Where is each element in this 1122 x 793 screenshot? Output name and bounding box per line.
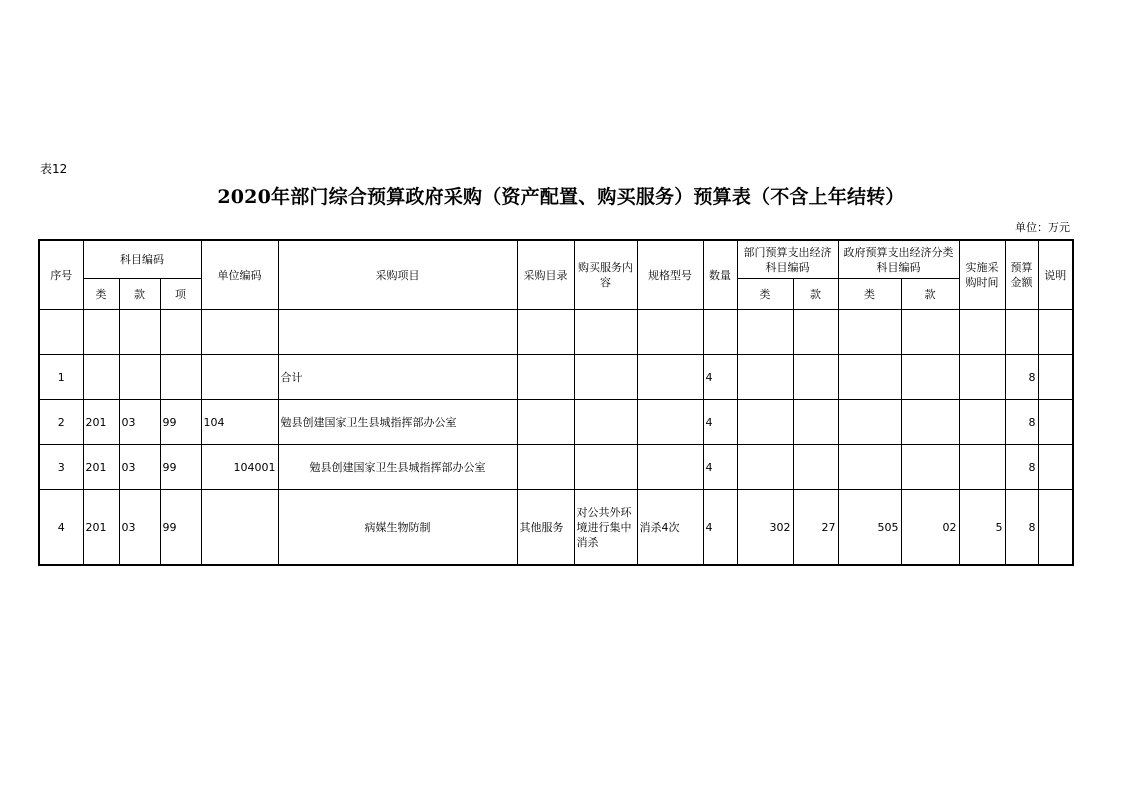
table-row xyxy=(39,490,1073,566)
cell-item: 合计 xyxy=(278,355,517,400)
cell-xiang: 99 xyxy=(160,400,201,445)
header-procurement-item: 采购项目 xyxy=(278,240,517,310)
cell-quantity: 4 xyxy=(703,490,737,566)
cell-catalog: 其他服务 xyxy=(517,490,574,566)
cell-amount: 8 xyxy=(1005,355,1038,400)
cell-service-content xyxy=(574,355,637,400)
cell-lei: 201 xyxy=(83,400,119,445)
cell-spec xyxy=(637,355,703,400)
cell-gov-lei xyxy=(838,355,901,400)
document-title: 2020年部门综合预算政府采购（资产配置、购买服务）预算表（不含上年结转） xyxy=(217,186,905,208)
cell-time: 5 xyxy=(959,490,1005,566)
cell-note xyxy=(1038,445,1073,490)
cell-dept-kuan: 27 xyxy=(793,490,838,566)
header-subject-kuan: 款 xyxy=(119,279,160,310)
cell-item: 病媒生物防制 xyxy=(278,490,517,566)
table-cell xyxy=(83,310,119,355)
cell-dept-kuan xyxy=(793,445,838,490)
table-cell xyxy=(838,310,901,355)
cell-item: 勉县创建国家卫生县城指挥部办公室 xyxy=(278,400,517,445)
cell-item: 勉县创建国家卫生县城指挥部办公室 xyxy=(278,445,517,490)
cell-service-content xyxy=(574,400,637,445)
table-row xyxy=(39,445,1073,490)
cell-kuan: 03 xyxy=(119,445,160,490)
header-row-1 xyxy=(39,240,1073,279)
table-row xyxy=(39,355,1073,400)
header-gov-lei: 类 xyxy=(838,279,901,310)
cell-spec xyxy=(637,445,703,490)
table-cell xyxy=(517,310,574,355)
table-row xyxy=(39,400,1073,445)
cell-gov-lei xyxy=(838,400,901,445)
cell-unit-code: 104001 xyxy=(201,445,278,490)
cell-seq: 4 xyxy=(39,490,83,566)
cell-gov-lei: 505 xyxy=(838,490,901,566)
cell-dept-lei: 302 xyxy=(737,490,793,566)
table-cell xyxy=(119,310,160,355)
table-cell xyxy=(574,310,637,355)
cell-quantity: 4 xyxy=(703,400,737,445)
header-service-content: 购买服务内容 xyxy=(574,240,637,310)
header-quantity: 数量 xyxy=(703,240,737,310)
cell-note xyxy=(1038,400,1073,445)
table-cell xyxy=(278,310,517,355)
cell-spec: 消杀4次 xyxy=(637,490,703,566)
table-cell xyxy=(901,310,959,355)
cell-gov-kuan xyxy=(901,445,959,490)
cell-dept-kuan xyxy=(793,355,838,400)
table-cell xyxy=(737,310,793,355)
cell-xiang: 99 xyxy=(160,445,201,490)
header-dept-kuan: 款 xyxy=(793,279,838,310)
header-unit-code: 单位编码 xyxy=(201,240,278,310)
cell-note xyxy=(1038,355,1073,400)
cell-gov-kuan xyxy=(901,400,959,445)
cell-dept-lei xyxy=(737,445,793,490)
cell-quantity: 4 xyxy=(703,355,737,400)
cell-quantity: 4 xyxy=(703,445,737,490)
unit-label: 单位：万元 xyxy=(1015,221,1070,234)
header-subject-code: 科目编码 xyxy=(83,240,201,279)
procurement-budget-table xyxy=(38,239,1074,566)
cell-seq: 3 xyxy=(39,445,83,490)
table-cell xyxy=(959,310,1005,355)
cell-catalog xyxy=(517,400,574,445)
cell-dept-lei xyxy=(737,355,793,400)
cell-unit-code: 104 xyxy=(201,400,278,445)
header-dept-econ-code: 部门预算支出经济科目编码 xyxy=(737,240,838,279)
cell-amount: 8 xyxy=(1005,445,1038,490)
table-cell xyxy=(703,310,737,355)
cell-gov-kuan: 02 xyxy=(901,490,959,566)
cell-kuan: 03 xyxy=(119,400,160,445)
cell-dept-lei xyxy=(737,400,793,445)
table-cell xyxy=(39,310,83,355)
cell-xiang xyxy=(160,355,201,400)
cell-time xyxy=(959,445,1005,490)
cell-seq: 2 xyxy=(39,400,83,445)
table-cell xyxy=(1038,310,1073,355)
header-gov-kuan: 款 xyxy=(901,279,959,310)
cell-lei: 201 xyxy=(83,490,119,566)
header-gov-econ-code: 政府预算支出经济分类科目编码 xyxy=(838,240,959,279)
blank-row xyxy=(39,310,1073,355)
cell-lei: 201 xyxy=(83,445,119,490)
header-subject-xiang: 项 xyxy=(160,279,201,310)
cell-amount: 8 xyxy=(1005,490,1038,566)
cell-catalog xyxy=(517,355,574,400)
cell-kuan: 03 xyxy=(119,490,160,566)
cell-service-content xyxy=(574,445,637,490)
header-budget-amount: 预算金额 xyxy=(1005,240,1038,310)
cell-unit-code xyxy=(201,490,278,566)
table-cell xyxy=(637,310,703,355)
header-spec: 规格型号 xyxy=(637,240,703,310)
cell-dept-kuan xyxy=(793,400,838,445)
table-number: 表12 xyxy=(40,162,68,176)
cell-unit-code xyxy=(201,355,278,400)
cell-seq: 1 xyxy=(39,355,83,400)
header-implementation-time: 实施采购时间 xyxy=(959,240,1005,310)
header-subject-lei: 类 xyxy=(83,279,119,310)
header-dept-lei: 类 xyxy=(737,279,793,310)
cell-amount: 8 xyxy=(1005,400,1038,445)
cell-kuan xyxy=(119,355,160,400)
cell-gov-kuan xyxy=(901,355,959,400)
header-procurement-catalog: 采购目录 xyxy=(517,240,574,310)
cell-note xyxy=(1038,490,1073,566)
cell-xiang: 99 xyxy=(160,490,201,566)
table-cell xyxy=(160,310,201,355)
cell-catalog xyxy=(517,445,574,490)
table-cell xyxy=(793,310,838,355)
table-cell xyxy=(1005,310,1038,355)
header-note: 说明 xyxy=(1038,240,1073,310)
cell-gov-lei xyxy=(838,445,901,490)
cell-lei xyxy=(83,355,119,400)
cell-spec xyxy=(637,400,703,445)
cell-time xyxy=(959,355,1005,400)
header-seq: 序号 xyxy=(39,240,83,310)
cell-service-content: 对公共外环境进行集中消杀 xyxy=(574,490,637,566)
table-cell xyxy=(201,310,278,355)
cell-time xyxy=(959,400,1005,445)
